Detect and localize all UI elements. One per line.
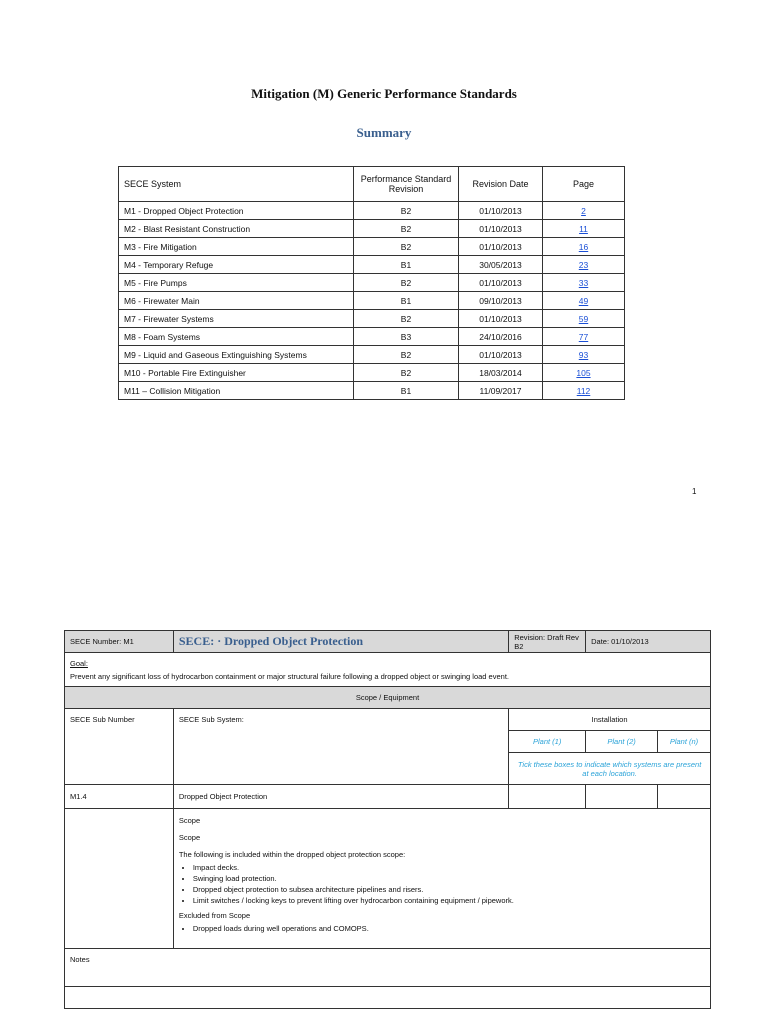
summary-row <box>119 382 625 400</box>
excluded-heading: Excluded from Scope <box>178 911 251 920</box>
page-link[interactable]: 105 <box>576 367 591 378</box>
sece-number: SECE Number: M1 <box>65 631 174 653</box>
row-system: M7 - Firewater Systems <box>119 310 354 328</box>
summary-row <box>119 256 625 274</box>
excluded-list <box>179 923 705 934</box>
plant-n-checkbox[interactable] <box>658 785 711 809</box>
sub-system-value: Dropped Object Protection <box>173 785 508 809</box>
row-system: M1 - Dropped Object Protection <box>119 202 354 220</box>
row-revision: B2 <box>354 346 459 364</box>
summary-row <box>119 328 625 346</box>
scope-cell <box>173 809 710 949</box>
sece-form-table <box>64 630 711 1009</box>
page-number: 1 <box>692 487 697 496</box>
row-date: 30/05/2013 <box>459 256 543 274</box>
summary-row <box>119 364 625 382</box>
row-page <box>543 364 625 382</box>
sece-revision: Revision: Draft Rev B2 <box>509 631 586 653</box>
page-link[interactable]: 2 <box>581 205 586 216</box>
row-revision: B2 <box>354 202 459 220</box>
row-date: 01/10/2013 <box>459 238 543 256</box>
row-page <box>543 202 625 220</box>
list-item: • Impact decks. <box>193 862 705 873</box>
summary-row <box>119 238 625 256</box>
header-page: Page <box>543 167 625 202</box>
row-page <box>543 328 625 346</box>
summary-row <box>119 346 625 364</box>
list-item: • Limit switches / locking keys to prevent lifting over hydrocarbon containing equipment / pipework. <box>193 895 705 906</box>
list-item: • Dropped loads during well operations and COMOPS. <box>193 923 705 934</box>
notes-cell <box>65 949 711 987</box>
installation-label: Installation <box>509 709 711 731</box>
summary-header-row <box>119 167 625 202</box>
page-link[interactable]: 59 <box>578 313 589 324</box>
summary-body <box>119 202 625 400</box>
row-system: M2 - Blast Resistant Construction <box>119 220 354 238</box>
list-item: • Dropped object protection to subsea architecture pipelines and risers. <box>193 884 705 895</box>
page-link[interactable]: 77 <box>578 331 589 342</box>
summary-heading: Summary <box>356 125 412 140</box>
page-link[interactable]: 112 <box>576 385 591 396</box>
goal-label: Goal: <box>70 658 88 668</box>
row-page <box>543 292 625 310</box>
row-date: 24/10/2016 <box>459 328 543 346</box>
row-page <box>543 238 625 256</box>
goal-text: Prevent any significant loss of hydrocarbon containment or major structural failure following a dropped object or swinging load event. <box>70 671 509 681</box>
summary-row <box>119 220 625 238</box>
row-revision: B1 <box>354 382 459 400</box>
page-link[interactable]: 23 <box>578 259 589 270</box>
row-date: 01/10/2013 <box>459 220 543 238</box>
row-revision: B2 <box>354 364 459 382</box>
row-page <box>543 310 625 328</box>
plant-1-label: Plant (1) <box>509 731 586 753</box>
row-date: 01/10/2013 <box>459 346 543 364</box>
plant-n-label: Plant (n) <box>658 731 711 753</box>
row-system: M10 - Portable Fire Extinguisher <box>119 364 354 382</box>
scope-heading-1: Scope <box>178 816 201 825</box>
row-date: 11/09/2017 <box>459 382 543 400</box>
row-system: M5 - Fire Pumps <box>119 274 354 292</box>
goal-cell <box>65 653 711 687</box>
row-system: M8 - Foam Systems <box>119 328 354 346</box>
header-standard-revision: Performance Standard Revision <box>354 167 459 202</box>
row-system: M11 – Collision Mitigation <box>119 382 354 400</box>
row-page <box>543 382 625 400</box>
summary-row <box>119 274 625 292</box>
plant-2-checkbox[interactable] <box>586 785 658 809</box>
row-revision: B2 <box>354 274 459 292</box>
row-date: 09/10/2013 <box>459 292 543 310</box>
scope-heading-2: Scope <box>178 833 201 842</box>
row-revision: B2 <box>354 220 459 238</box>
scope-left-cell <box>65 809 174 949</box>
row-date: 01/10/2013 <box>459 310 543 328</box>
page-link[interactable]: 16 <box>578 241 589 252</box>
row-page <box>543 220 625 238</box>
sece-title: SECE: · Dropped Object Protection <box>173 631 508 653</box>
sub-system-label: SECE Sub System: <box>173 709 508 785</box>
row-page <box>543 346 625 364</box>
scope-intro: The following is included within the dropped object protection scope: <box>178 850 406 859</box>
row-page <box>543 274 625 292</box>
page-link[interactable]: 49 <box>578 295 589 306</box>
row-date: 01/10/2013 <box>459 202 543 220</box>
row-system: M3 - Fire Mitigation <box>119 238 354 256</box>
summary-row <box>119 310 625 328</box>
plant-1-checkbox[interactable] <box>509 785 586 809</box>
page-link[interactable]: 93 <box>578 349 589 360</box>
sece-date: Date: 01/10/2013 <box>586 631 711 653</box>
summary-row <box>119 202 625 220</box>
summary-row <box>119 292 625 310</box>
list-item: • Swinging load protection. <box>193 873 705 884</box>
row-revision: B2 <box>354 310 459 328</box>
scope-equipment-header: Scope / Equipment <box>65 687 711 709</box>
row-revision: B2 <box>354 238 459 256</box>
notes-body[interactable] <box>65 987 711 1009</box>
header-sece-system: SECE System <box>119 167 354 202</box>
row-date: 01/10/2013 <box>459 274 543 292</box>
tick-instruction: Tick these boxes to indicate which systems are present at each location. <box>509 753 711 785</box>
plant-2-label: Plant (2) <box>586 731 658 753</box>
row-page <box>543 256 625 274</box>
row-revision: B1 <box>354 292 459 310</box>
row-system: M4 - Temporary Refuge <box>119 256 354 274</box>
header-revision-date: Revision Date <box>459 167 543 202</box>
scope-list <box>179 862 705 906</box>
row-revision: B1 <box>354 256 459 274</box>
row-date: 18/03/2014 <box>459 364 543 382</box>
row-system: M6 - Firewater Main <box>119 292 354 310</box>
page-link[interactable]: 33 <box>578 277 589 288</box>
sub-number-label: SECE Sub Number <box>65 709 174 785</box>
summary-table <box>118 166 625 400</box>
page-link[interactable]: 11 <box>579 223 588 234</box>
row-system: M9 - Liquid and Gaseous Extinguishing Systems <box>119 346 354 364</box>
notes-label: Notes <box>70 955 90 964</box>
page-title: Mitigation (M) Generic Performance Standards <box>251 86 517 101</box>
sub-number-value: M1.4 <box>65 785 174 809</box>
row-revision: B3 <box>354 328 459 346</box>
